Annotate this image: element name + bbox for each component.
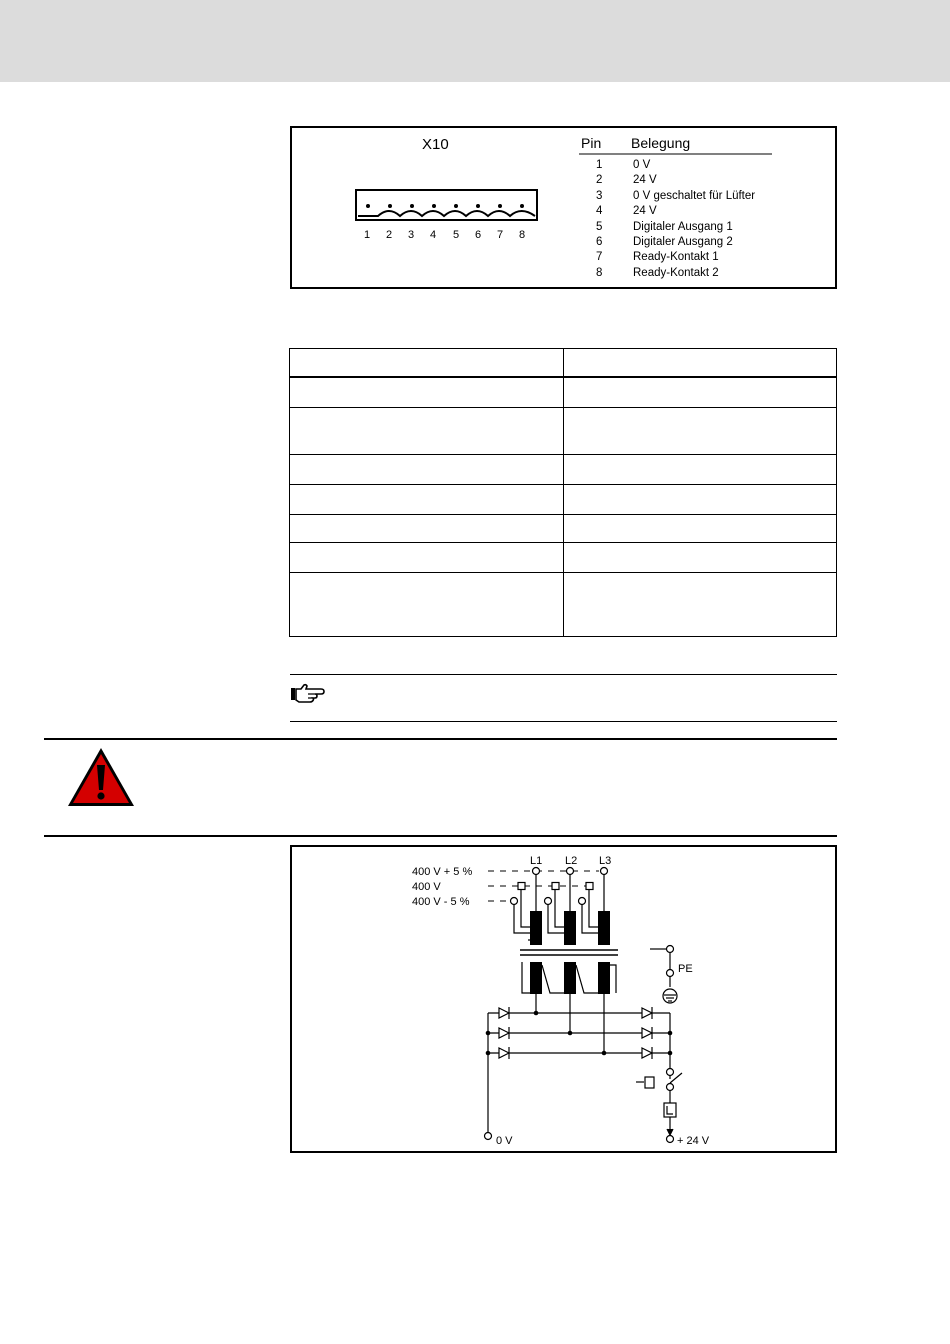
table-cell [290,377,564,408]
table-cell [564,408,837,455]
pin-number: 3 [596,190,603,202]
pin-number: 1 [596,159,603,171]
pin-assignment: Digitaler Ausgang 2 [633,236,733,248]
table-row [290,377,837,408]
table-cell [290,573,564,637]
assignment-column-header: Belegung [631,135,691,151]
pin-assignment: 24 V [633,205,657,217]
tap-label-minus-5: 400 V - 5 % [412,896,470,908]
pointing-hand-note-icon [290,683,326,703]
pin-number: 4 [596,205,603,217]
pin-number-label: 6 [475,229,482,241]
pin-assignment: 24 V [633,174,657,186]
pin-number-label: 3 [408,229,415,241]
pin-assignment: Ready-Kontakt 2 [633,267,719,279]
transformer-primary-windings [530,911,610,945]
table-cell [564,485,837,515]
warning-top-rule [44,738,837,740]
pin-assignment: Digitaler Ausgang 1 [633,221,733,233]
table-row [290,543,837,573]
pe-label: PE [678,963,693,975]
phase-label-l2: L2 [565,855,578,867]
table-row [290,455,837,485]
transformer-core [520,950,618,955]
table-cell [290,515,564,543]
pin-assignment: 0 V geschaltet für Lüfter [633,190,756,202]
table-cell [290,455,564,485]
transformer-taps [511,868,608,905]
table-cell [564,573,837,637]
zero-volt-label: 0 V [496,1135,513,1147]
x10-diagram [292,128,835,287]
table-cell [564,349,837,377]
pin-number: 7 [596,251,603,263]
pin-number-label: 8 [519,229,526,241]
x10-title: X10 [422,136,449,153]
phase-label-l3: L3 [599,855,612,867]
tap-label-plus-5: 400 V + 5 % [412,866,473,878]
pin-assignment: Ready-Kontakt 1 [633,251,719,263]
pin-number-label: 4 [430,229,437,241]
page-header-band [0,0,950,82]
table-cell [564,543,837,573]
x10-connector-figure [290,126,837,289]
table-row [290,515,837,543]
table-cell [564,455,837,485]
pin-number-label: 2 [386,229,393,241]
table-row [290,485,837,515]
table-cell [290,349,564,377]
fuse-switch-output [485,1069,683,1143]
table-row [290,573,837,637]
pin-number: 6 [596,236,603,248]
table-header-row [290,349,837,377]
pin-number-label: 1 [364,229,371,241]
table-cell [564,377,837,408]
pin-assignment: 0 V [633,159,651,171]
pin-number: 5 [596,221,603,233]
table-cell [290,485,564,515]
pin-number: 8 [596,267,603,279]
plus-24v-label: + 24 V [677,1135,710,1147]
table-row [290,408,837,455]
warning-bottom-rule [44,835,837,837]
note-top-rule [290,674,837,675]
pin-number-label: 7 [497,229,504,241]
power-supply-circuit-figure [290,845,837,1153]
tap-label-nominal: 400 V [412,881,441,893]
phase-label-l1: L1 [530,855,543,867]
x10-pin-number-labels [364,229,525,241]
note-bottom-rule [290,721,837,722]
pin-number: 2 [596,174,603,186]
table-cell [290,408,564,455]
pe-terminal [650,946,677,1004]
table-cell [290,543,564,573]
warning-triangle-icon [66,745,136,809]
table-cell [564,515,837,543]
power-supply-schematic [292,847,835,1151]
transformer-tap-dashes [488,871,599,901]
technical-data-table [289,348,837,637]
pin-number-label: 5 [453,229,460,241]
pin-column-header: Pin [581,135,602,151]
